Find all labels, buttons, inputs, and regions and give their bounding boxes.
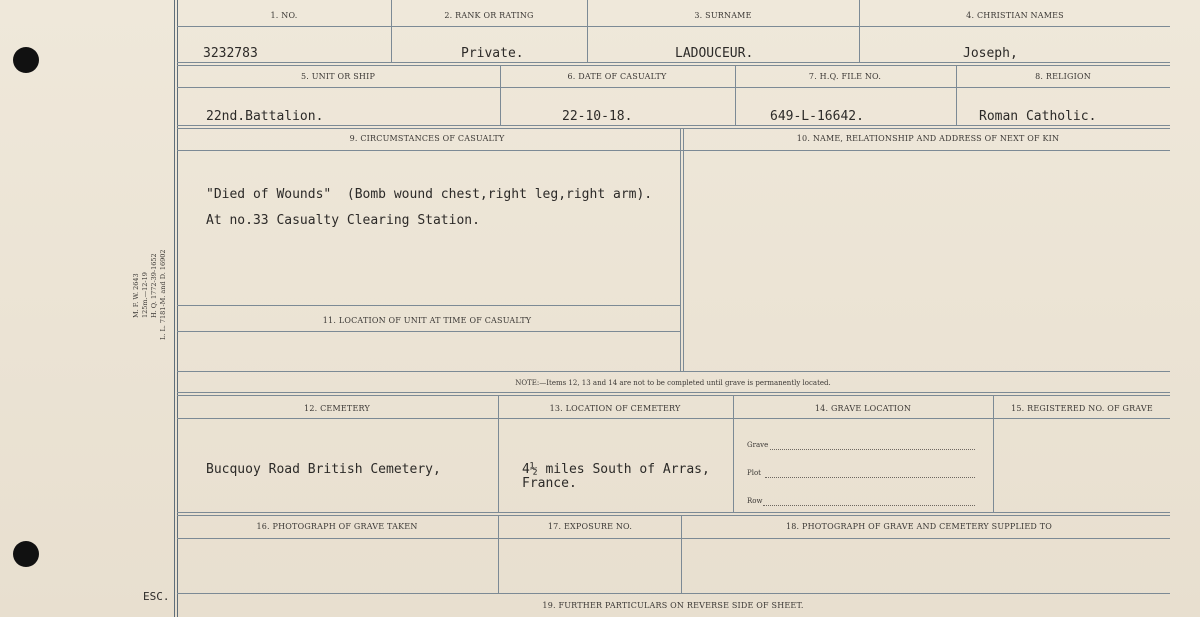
side-print-2: 125m.—12-19 (141, 272, 149, 318)
header-surname: 3. SURNAME (694, 11, 752, 20)
rule (177, 515, 1170, 516)
date-value: 22-10-18. (562, 109, 633, 124)
rule (177, 150, 1170, 151)
header-location-of-unit: 11. LOCATION OF UNIT AT TIME OF CASUALTY (322, 316, 532, 325)
rule (177, 371, 1170, 372)
service-number: 3232783 (203, 46, 258, 61)
unit-value: 22nd.Battalion. (206, 109, 324, 124)
header-exposure: 17. EXPOSURE NO. (547, 522, 633, 531)
cemetery-location-line-1: 4½ miles South of Arras, (522, 462, 710, 477)
header-christian-names: 4. CHRISTIAN NAMES (966, 11, 1064, 20)
note-text: NOTE:—Items 12, 13 and 14 are not to be completed until grave is permanently located. (515, 379, 831, 387)
side-print-3: H. Q. 1772-39-1652 (150, 253, 158, 318)
rule (177, 593, 1170, 594)
rule (177, 512, 1170, 513)
rule (498, 515, 499, 593)
cemetery-value: Bucquoy Road British Cemetery, (206, 462, 441, 477)
rule (177, 395, 1170, 396)
row-dots (763, 505, 975, 506)
header-photo-taken: 16. PHOTOGRAPH OF GRAVE TAKEN (256, 522, 418, 531)
cemetery-location-line-2: France. (522, 476, 577, 491)
circumstances-line-1: "Died of Wounds" (Bomb wound chest,right leg,right arm). (206, 187, 653, 202)
hq-file-value: 649-L-16642. (770, 109, 864, 124)
rule (683, 128, 684, 371)
plot-dots (765, 477, 975, 478)
rule (735, 65, 736, 125)
rule (177, 87, 1170, 88)
rank-value: Private. (461, 46, 524, 61)
header-rank: 2. RANK OR RATING (444, 11, 534, 20)
rule (956, 65, 957, 125)
header-grave-location: 14. GRAVE LOCATION (814, 404, 912, 413)
header-no: 1. NO. (270, 11, 298, 20)
rule (391, 0, 392, 62)
side-print-4: L. L. 7181-M. and D. 16902 (159, 249, 167, 340)
header-cemetery: 12. CEMETERY (304, 404, 370, 413)
punch-hole-bottom (13, 541, 39, 567)
rule (177, 26, 1170, 27)
rule (177, 65, 1170, 66)
rule (681, 515, 682, 593)
rule (587, 0, 588, 62)
rule (177, 392, 1170, 393)
rule (177, 128, 1170, 129)
rule (993, 395, 994, 512)
header-photo-supplied: 18. PHOTOGRAPH OF GRAVE AND CEMETERY SUPPLIED TO (785, 522, 1053, 531)
row-label: Row (747, 497, 763, 505)
religion-value: Roman Catholic. (979, 109, 1097, 124)
rule (859, 0, 860, 62)
header-location-of-cemetery: 13. LOCATION OF CEMETERY (549, 404, 681, 413)
header-date: 6. DATE OF CASUALTY (567, 72, 667, 81)
grave-label: Grave (747, 441, 769, 449)
rule (177, 538, 1170, 539)
rule (177, 418, 1170, 419)
header-next-of-kin: 10. NAME, RELATIONSHIP AND ADDRESS OF NEXT OF KIN (796, 134, 1060, 143)
left-border-line-inner (177, 0, 178, 617)
header-hq-file: 7. H.Q. FILE NO. (808, 72, 882, 81)
circumstances-line-2: At no.33 Casualty Clearing Station. (206, 213, 480, 228)
rule (177, 125, 1170, 126)
rule (500, 65, 501, 125)
header-religion: 8. RELIGION (1035, 72, 1091, 81)
plot-label: Plot (747, 469, 761, 477)
left-border-line (174, 0, 175, 617)
rule (733, 395, 734, 512)
grave-dots (770, 449, 975, 450)
esc-mark: ESC. (143, 590, 170, 603)
header-circumstances: 9. CIRCUMSTANCES OF CASUALTY (349, 134, 505, 143)
rule (177, 62, 1170, 63)
rule (498, 395, 499, 512)
header-registered-no: 15. REGISTERED NO. OF GRAVE (1011, 404, 1153, 413)
surname-value: LADOUCEUR. (675, 46, 754, 61)
christian-names-value: Joseph, (963, 46, 1018, 61)
rule (177, 305, 680, 306)
header-further-particulars: 19. FURTHER PARTICULARS ON REVERSE SIDE OF SHEET. (542, 601, 804, 610)
rule (177, 331, 680, 332)
rule (680, 128, 681, 371)
header-unit: 5. UNIT OR SHIP (300, 72, 376, 81)
side-print-1: M. F. W. 2643 (132, 273, 140, 318)
punch-hole-top (13, 47, 39, 73)
